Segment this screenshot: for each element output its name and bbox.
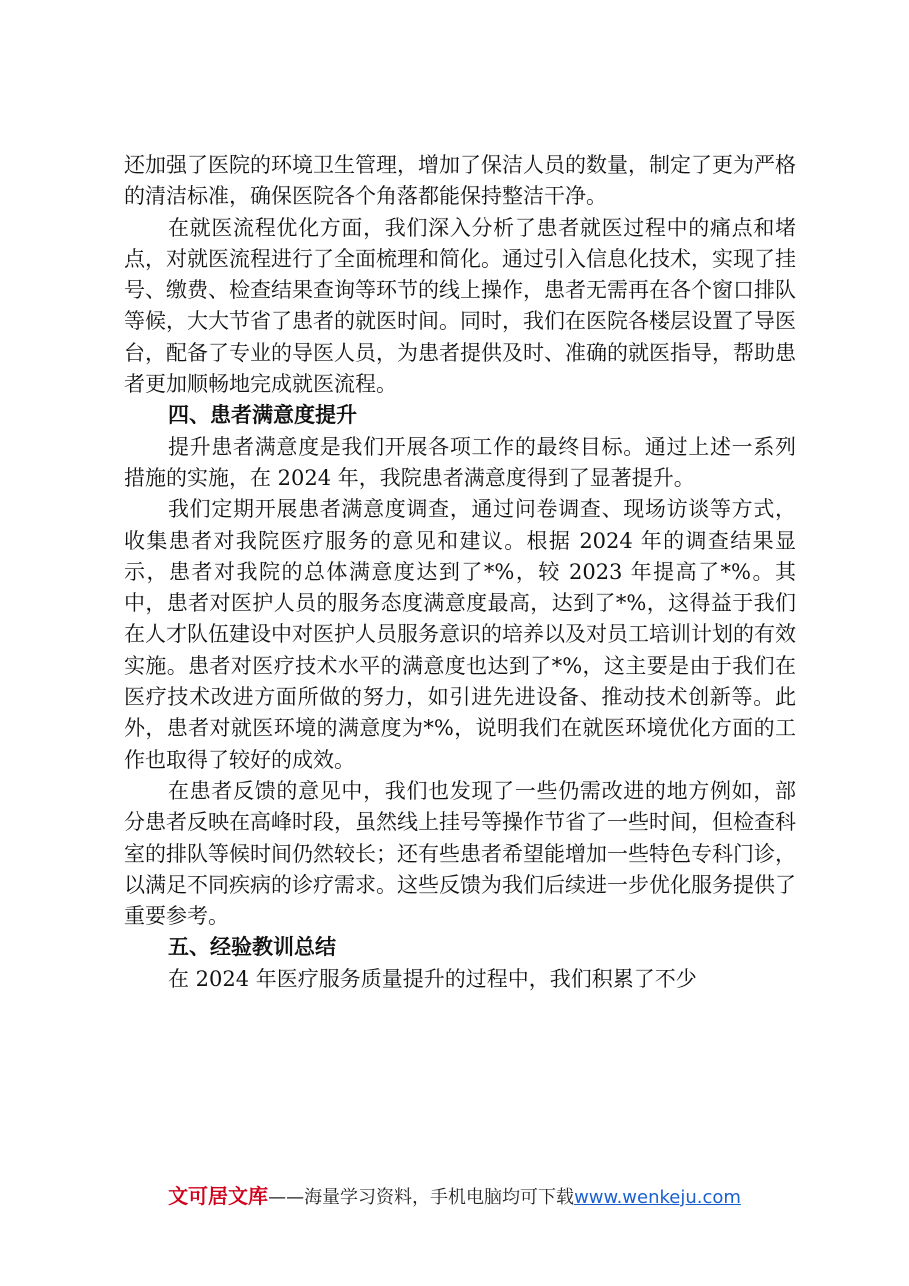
section-heading: 四、患者满意度提升 bbox=[168, 403, 357, 428]
paragraph: 我们定期开展患者满意度调查，通过问卷调查、现场访谈等方式，收集患者对我院医疗服务的意见和建议。根据 2024 年的调查结果显示，患者对我院的总体满意度达到了*%，较 2023 年提高了*%。其中，患者对医护人员的服务态度满意度最高，达到了*%，这得益于我们在人才队伍建设中对医护人员服务意识的培养以及对员工培训计划的有效实施。患者对医疗技术水平的满意度也达到了*%，这主要是由于我们在医疗技术改进方面所做的努力，如引进先进设备、推动技术创新等。此外，患者对就医环境的满意度为*%，说明我们在就医环境优化方面的工作也取得了较好的成效。 bbox=[124, 497, 796, 772]
footer-banner bbox=[0, 1182, 909, 1212]
section-heading: 五、经验教训总结 bbox=[168, 935, 336, 960]
paragraph: 还加强了医院的环境卫生管理，增加了保洁人员的数量，制定了更为严格的清洁标准，确保医院各个角落都能保持整洁干净。 bbox=[124, 153, 796, 209]
paragraph: 在 2024 年医疗服务质量提升的过程中，我们积累了不少 bbox=[168, 966, 697, 991]
paragraph: 在患者反馈的意见中，我们也发现了一些仍需改进的地方例如，部分患者反映在高峰时段，虽然线上挂号等操作节省了一些时间，但检查科室的排队等候时间仍然较长；还有些患者希望能增加一些特色专科门诊，以满足不同疾病的诊疗需求。这些反馈为我们后续进一步优化服务提供了重要参考。 bbox=[124, 778, 796, 929]
paragraph: 在就医流程优化方面，我们深入分析了患者就医过程中的痛点和堵点，对就医流程进行了全面梳理和简化。通过引入信息化技术，实现了挂号、缴费、检查结果查询等环节的线上操作，患者无需再在各个窗口排队等候，大大节省了患者的就医时间。同时，我们在医院各楼层设置了导医台，配备了专业的导医人员，为患者提供及时、准确的就医指导，帮助患者更加顺畅地完成就医流程。 bbox=[124, 215, 796, 397]
footer-brand: 文可居文库 bbox=[168, 1184, 269, 1208]
footer-tagline: ——海量学习资料，手机电脑均可下载 bbox=[268, 1187, 575, 1208]
document-body bbox=[124, 150, 796, 995]
footer-site-link[interactable]: www.wenkeju.com bbox=[574, 1187, 741, 1208]
paragraph: 提升患者满意度是我们开展各项工作的最终目标。通过上述一系列措施的实施，在 2024 年，我院患者满意度得到了显著提升。 bbox=[124, 434, 796, 490]
